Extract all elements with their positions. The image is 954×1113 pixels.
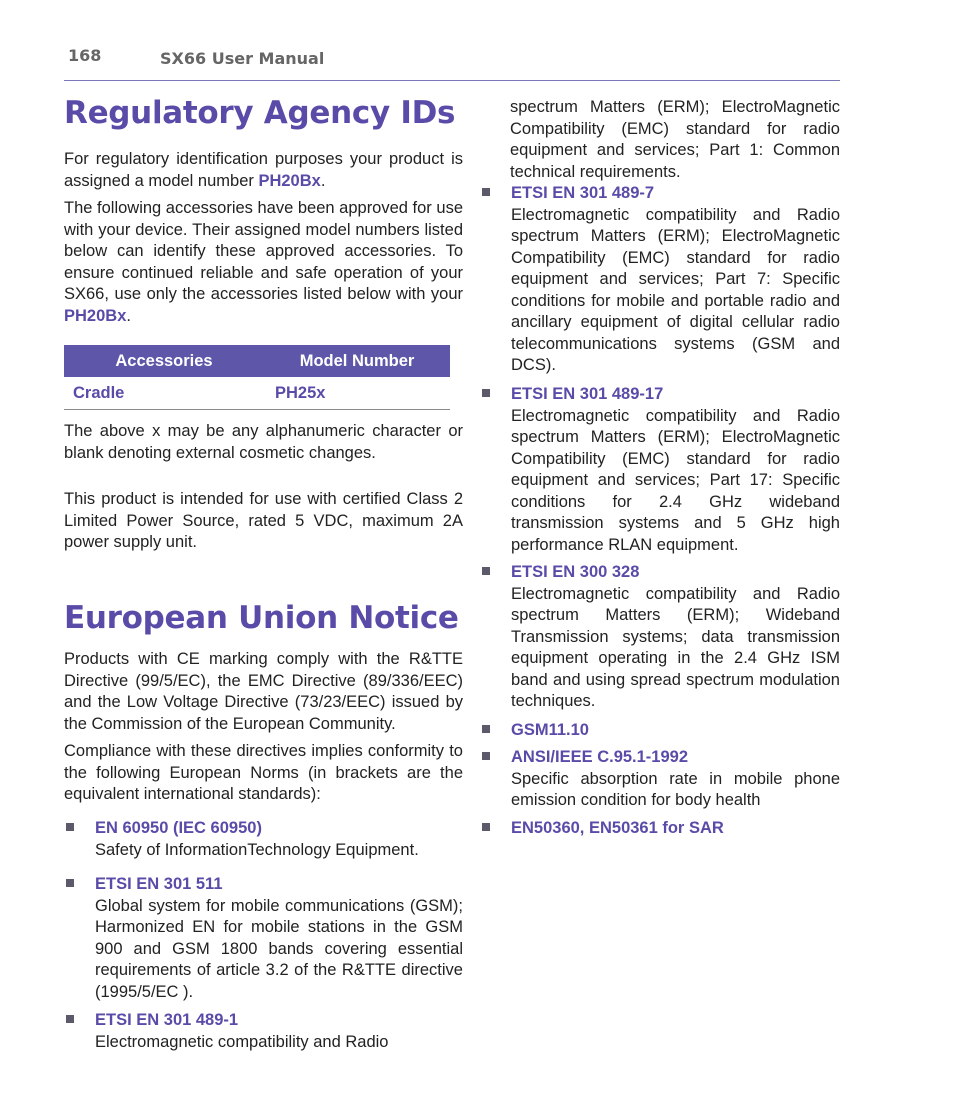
text: . — [126, 306, 131, 325]
table-row — [64, 377, 450, 410]
list-item — [480, 747, 840, 812]
page-number: 168 — [68, 46, 102, 65]
paragraph-accessories — [64, 198, 463, 327]
square-bullet-icon — [482, 567, 490, 575]
standard-description: Electromagnetic compatibility and Radio spectrum Matters (ERM); ElectroMagnetic Compatibility (EMC) standard for radio equipment and services; Part 17: Specific conditions for 2.4 GHz wideband transmission systems and 5 GHz high performance RLAN equipment. — [511, 406, 840, 554]
text: . — [320, 171, 326, 190]
list-item — [480, 384, 840, 556]
standard-description: Global system for mobile communications (GSM); Harmonized EN for mobile stations in the GSM 900 and GSM 1800 bands covering essential requirements of article 3.2 of the R&TTE directive (1995/5/EC ). — [95, 896, 463, 1001]
square-bullet-icon — [482, 389, 490, 397]
header-divider — [64, 80, 840, 81]
standard-title: EN 60950 (IEC 60950) — [95, 819, 262, 837]
standard-title: ANSI/IEEE C.95.1-1992 — [511, 748, 689, 766]
standard-description: Specific absorption rate in mobile phone emission condition for body health — [511, 769, 840, 809]
list-item — [480, 720, 840, 742]
standard-description: Electromagnetic compatibility and Radio — [95, 1032, 389, 1051]
accessories-table — [64, 345, 450, 410]
heading-eu-notice: European Union Notice — [64, 600, 459, 636]
square-bullet-icon — [482, 725, 490, 733]
cell-model-number: PH25x — [264, 377, 450, 410]
paragraph-power-supply: This product is intended for use with certified Class 2 Limited Power Source, rated 5 VDC, maximum 2A power supply unit. — [64, 490, 463, 551]
square-bullet-icon — [66, 879, 74, 887]
standard-title: ETSI EN 301 489-7 — [511, 184, 655, 202]
square-bullet-icon — [482, 188, 490, 196]
standard-title: EN50360, EN50361 for SAR — [511, 819, 724, 837]
standard-title: ETSI EN 301 489-17 — [511, 385, 664, 403]
square-bullet-icon — [482, 752, 490, 760]
paragraph-ce-marking: Products with CE marking comply with the R&TTE Directive (99/5/EC), the EMC Directive (89/336/EEC) and the Low Voltage Directive (73/23/EEC) issued by the Commission of the European Community. — [64, 650, 463, 733]
list-item — [64, 874, 463, 1003]
standard-title: GSM11.10 — [511, 721, 589, 739]
standard-description: Electromagnetic compatibility and Radio spectrum Matters (ERM); Wideband Transmission systems; data transmission equipment operating in the 2.4 GHz ISM band and using spread spectrum modulation techniques. — [511, 584, 840, 710]
paragraph-compliance: Compliance with these directives implies conformity to the following European Norms (in brackets are the equivalent international standards): — [64, 742, 463, 803]
list-item — [64, 818, 463, 861]
list-item — [480, 818, 840, 840]
paragraph-x-note: The above x may be any alphanumeric character or blank denoting external cosmetic changes. — [64, 422, 463, 462]
standard-title: ETSI EN 300 328 — [511, 563, 640, 581]
model-number-highlight: PH20Bx — [258, 171, 321, 190]
column-header-model-number: Model Number — [264, 345, 450, 377]
paragraph-model-number — [64, 149, 463, 192]
cell-accessory: Cradle — [64, 377, 264, 410]
manual-title: SX66 User Manual — [160, 49, 325, 68]
table-header-row — [64, 345, 450, 377]
text: The following accessories have been approved for use with your device. Their assigned model numbers listed below can identify these approved accessories. To ensure continued reliable and safe operation of your SX66, use only the accessories listed below with your — [64, 199, 463, 303]
column-header-accessories: Accessories — [64, 345, 264, 377]
list-item — [480, 562, 840, 713]
standard-description: Safety of InformationTechnology Equipment. — [95, 840, 419, 859]
continued-description: spectrum Matters (ERM); ElectroMagnetic Compatibility (EMC) standard for radio equipment and services; Part 1: Common technical requirements. — [510, 98, 840, 181]
model-number-highlight: PH20Bx — [64, 306, 127, 325]
square-bullet-icon — [66, 1015, 74, 1023]
square-bullet-icon — [482, 823, 490, 831]
list-item — [64, 1010, 463, 1053]
square-bullet-icon — [66, 823, 74, 831]
list-item — [480, 183, 840, 377]
standard-description: Electromagnetic compatibility and Radio spectrum Matters (ERM); ElectroMagnetic Compatibility (EMC) standard for radio equipment and services; Part 7: Specific conditions for mobile and portable radio and ancillary equipment of digital cellular radio telecommunications systems (GSM and DCS). — [511, 205, 840, 374]
heading-regulatory-ids: Regulatory Agency IDs — [64, 95, 456, 131]
text: For regulatory identification purposes your product is assigned a model number — [64, 150, 463, 190]
standard-title: ETSI EN 301 489-1 — [95, 1011, 239, 1029]
standard-title: ETSI EN 301 511 — [95, 875, 223, 893]
